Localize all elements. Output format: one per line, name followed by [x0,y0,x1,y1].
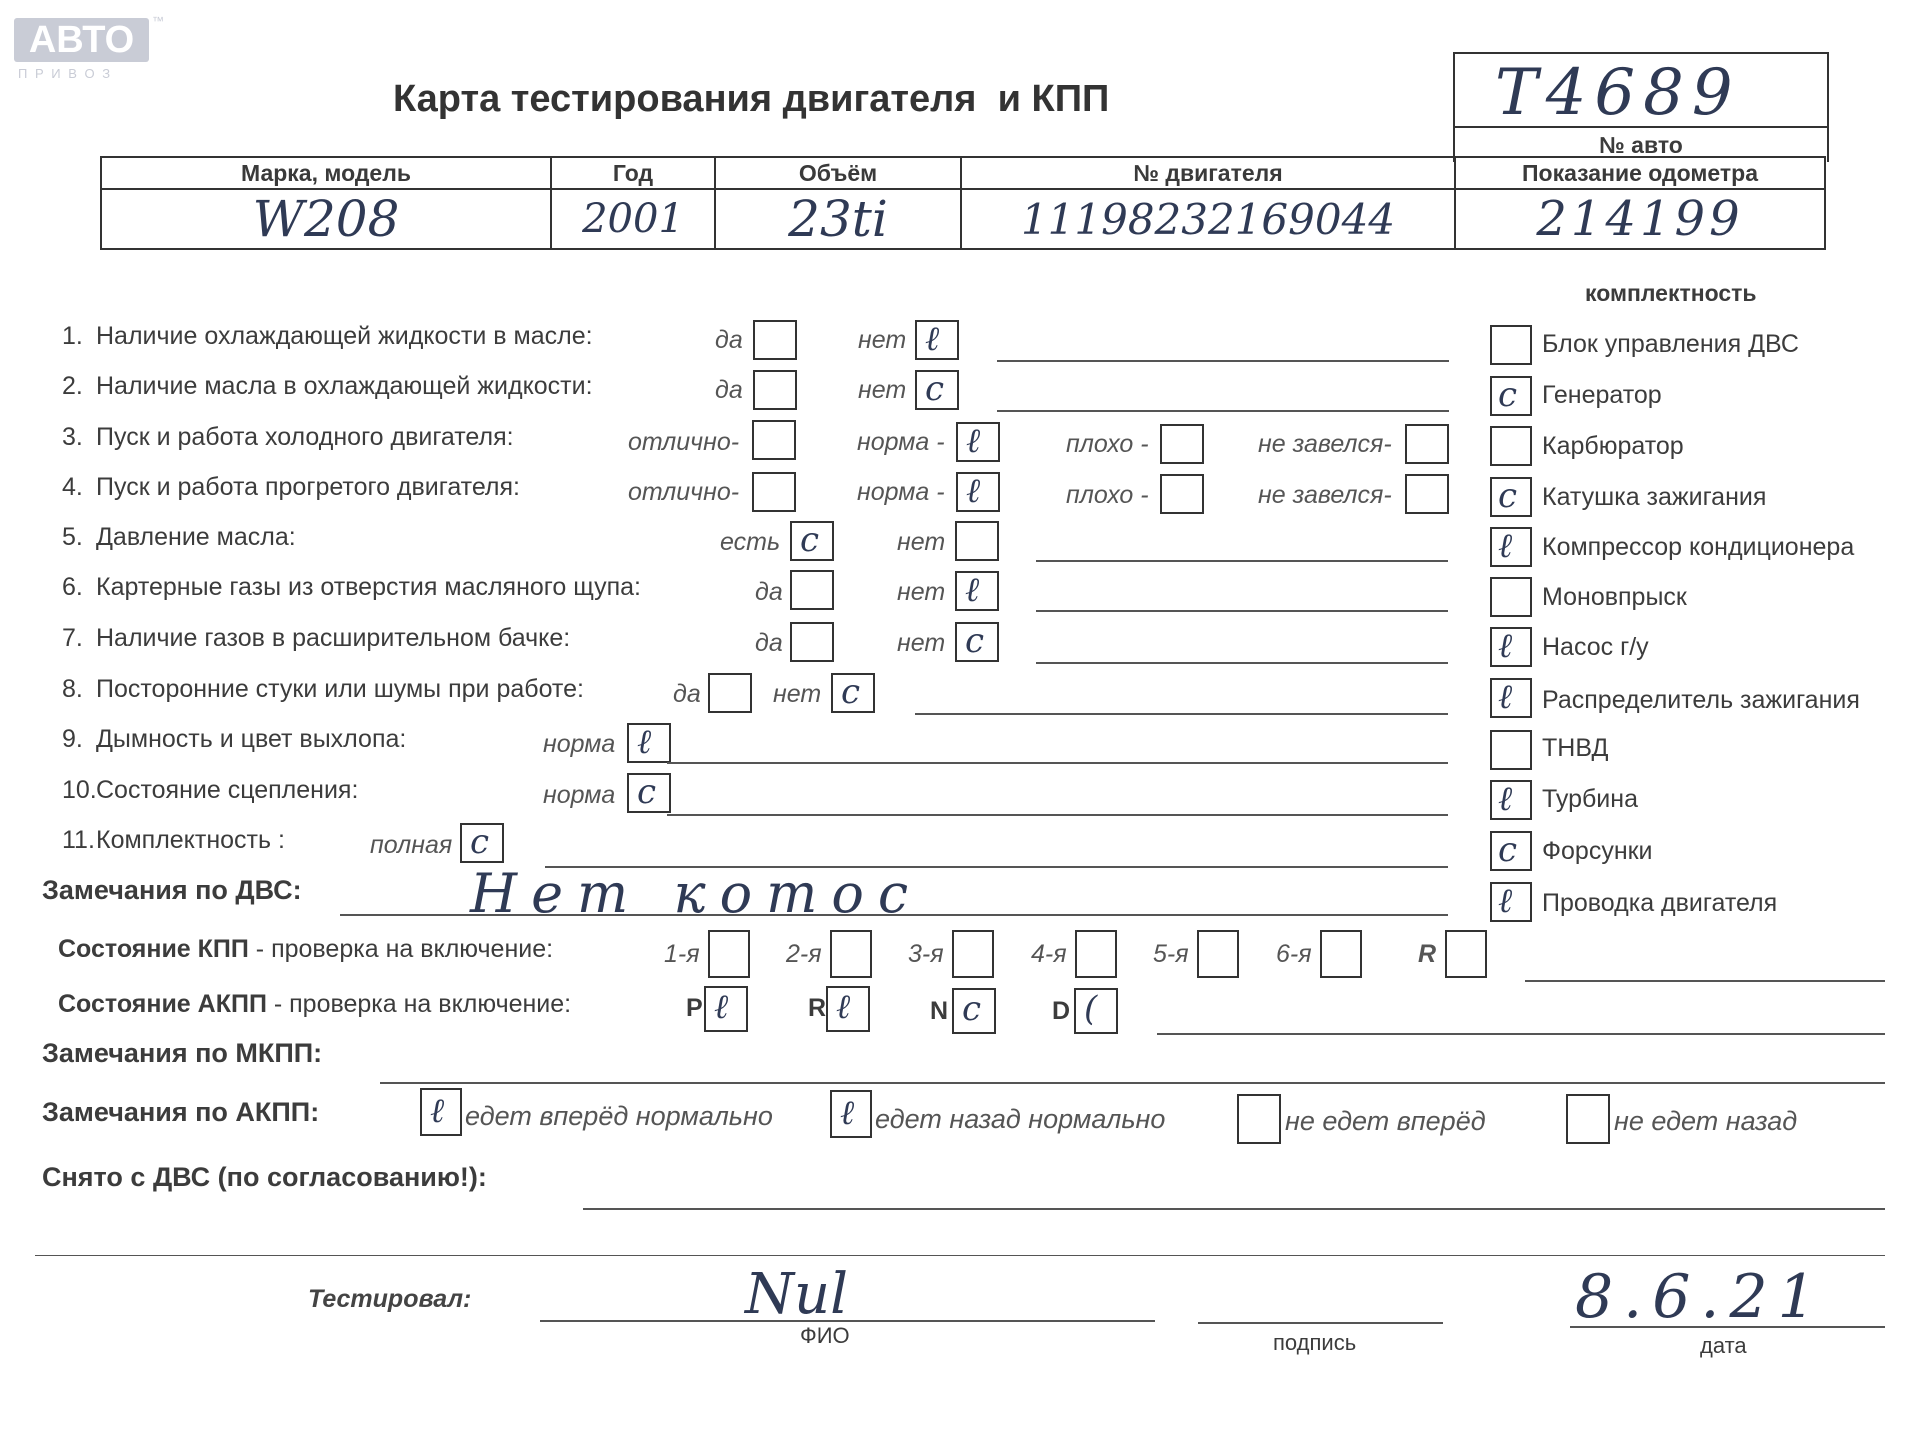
separator-line [35,1255,1885,1256]
kpp-gear-label: R [1418,940,1437,968]
completeness-label: Блок управления ДВС [1542,330,1799,358]
watermark-sub: П Р И В О З [18,66,113,81]
option-label: не завелся- [1258,481,1392,509]
akpp-position-checkbox[interactable]: ( [1074,988,1118,1034]
akpp-remark-checkbox[interactable] [1237,1094,1281,1144]
watermark-brand: АВТО [14,18,149,62]
completeness-checkbox[interactable] [1490,730,1532,770]
answer-line [667,814,1448,816]
header-col-year: Год [551,157,715,189]
kpp-gear-label: 4-я [1031,940,1067,968]
option-label: да [673,680,701,708]
header-table [100,156,1826,250]
question-text: 5. Давление масла: [62,523,296,551]
akpp-remark-checkbox[interactable]: ℓ [420,1088,462,1136]
kpp-line [1525,980,1885,982]
kpp-gear-checkbox[interactable] [1320,930,1362,978]
completeness-checkbox[interactable]: ℓ [1490,527,1532,567]
question-text: 10.Состояние сцепления: [62,776,359,804]
page-title: Карта тестирования двигателя и КПП [393,78,1110,120]
date-caption: дата [1700,1333,1747,1358]
sign-caption: подпись [1273,1330,1357,1355]
option-label: норма [543,730,616,758]
option-checkbox[interactable]: ℓ [627,723,671,763]
header-col-model: Марка, модель [101,157,551,189]
completeness-checkbox[interactable] [1490,325,1532,365]
option-label: нет [773,680,822,708]
option-label: норма - [857,478,945,506]
akpp-label: Состояние АКПП - проверка на включение: [58,990,572,1018]
kpp-gear-checkbox[interactable] [1197,930,1239,978]
kpp-gear-label: 5-я [1153,940,1189,968]
akpp-position-checkbox[interactable]: ℓ [826,986,870,1032]
akpp-position-label: R [808,994,827,1022]
kpp-label: Состояние КПП - проверка на включение: [58,935,554,963]
option-label: нет [897,528,946,556]
header-val-model: W208 [101,189,551,249]
kpp-gear-label: 6-я [1276,940,1312,968]
header-val-odometer: 214199 [1455,189,1825,249]
question-text: 4. Пуск и работа прогретого двигателя: [62,473,520,501]
answer-line [997,360,1449,362]
name-line [540,1320,1155,1322]
completeness-checkbox[interactable] [1490,577,1532,617]
question-text: 8. Посторонние стуки или шумы при работе: [62,675,584,703]
option-label: нет [897,629,946,657]
option-label: да [715,376,743,404]
option-checkbox[interactable]: c [790,521,834,561]
answer-line [667,762,1448,764]
completeness-label: Катушка зажигания [1542,483,1767,511]
option-label: полная [370,831,453,859]
sign-line [1198,1322,1443,1324]
kpp-gear-checkbox[interactable] [708,930,750,978]
question-text: 9. Дымность и цвет выхлопа: [62,725,407,753]
option-label: нет [858,326,907,354]
completeness-label: Карбюратор [1542,432,1684,460]
akpp-position-label: P [686,994,703,1022]
option-checkbox[interactable]: c [627,773,671,813]
completeness-checkbox[interactable]: c [1490,477,1532,517]
kpp-gear-checkbox[interactable] [1075,930,1117,978]
date-line [1570,1326,1885,1328]
completeness-label: Генератор [1542,381,1662,409]
option-label: норма - [857,428,945,456]
header-val-year: 2001 [551,189,715,249]
akpp-remark-option: едет вперёд нормально [465,1101,773,1131]
completeness-checkbox[interactable]: c [1490,376,1532,416]
completeness-checkbox[interactable]: c [1490,831,1532,871]
completeness-label: Насос г/у [1542,633,1649,661]
option-checkbox[interactable]: ℓ [956,472,1000,512]
completeness-title: комплектность [1585,280,1757,306]
option-checkbox[interactable]: c [915,370,959,410]
option-label: отлично- [628,428,740,456]
tested-by-label: Тестировал: [308,1285,472,1313]
option-label: нет [858,376,907,404]
option-checkbox[interactable] [955,521,999,561]
completeness-label: Распределитель зажигания [1542,686,1860,714]
remarks-mkpp-label: Замечания по МКПП: [42,1038,323,1068]
remarks-dvs-value: Нет котос [470,862,923,925]
completeness-checkbox[interactable]: ℓ [1490,882,1532,922]
option-label: да [755,629,783,657]
option-checkbox[interactable] [790,622,834,662]
question-text: 2. Наличие масла в охлаждающей жидкости: [62,372,593,400]
option-checkbox[interactable]: ℓ [915,320,959,360]
answer-line [997,410,1449,412]
option-checkbox[interactable] [752,420,796,460]
answer-line [1036,610,1448,612]
option-checkbox[interactable] [708,673,752,713]
option-checkbox[interactable] [753,320,797,360]
watermark-logo [14,14,164,81]
option-label: нет [897,578,946,606]
akpp-position-checkbox[interactable]: c [952,988,996,1034]
header-col-odometer: Показание одометра [1455,157,1825,189]
header-col-volume: Объём [715,157,961,189]
name-caption: ФИО [800,1323,850,1348]
option-checkbox[interactable] [753,370,797,410]
completeness-label: Компрессор кондиционера [1542,533,1855,561]
option-checkbox[interactable] [790,570,834,610]
question-text: 3. Пуск и работа холодного двигателя: [62,423,514,451]
option-label: норма [543,781,616,809]
kpp-gear-checkbox[interactable] [952,930,994,978]
option-label: да [755,578,783,606]
completeness-checkbox[interactable]: ℓ [1490,627,1532,667]
akpp-position-label: N [930,997,949,1025]
option-checkbox[interactable]: c [831,673,875,713]
tested-by-name: Nul [745,1262,848,1327]
watermark-tm: ™ [152,14,164,28]
akpp-remark-checkbox[interactable]: ℓ [830,1090,872,1138]
completeness-label: Форсунки [1542,837,1653,865]
option-checkbox[interactable]: c [460,823,504,863]
option-checkbox[interactable] [1160,424,1204,464]
completeness-checkbox[interactable]: ℓ [1490,678,1532,718]
kpp-gear-label: 2-я [786,940,822,968]
completeness-label: ТНВД [1542,734,1609,762]
option-label: не завелся- [1258,430,1392,458]
option-checkbox[interactable]: ℓ [956,422,1000,462]
remarks-dvs-label: Замечания по ДВС: [42,875,302,905]
question-text: 1. Наличие охлаждающей жидкости в масле: [62,322,593,350]
remarks-akpp-label: Замечания по АКПП: [42,1097,320,1127]
header-val-engine-no: 11198232169044 [961,189,1455,249]
removed-label: Снято с ДВС (по согласованию!): [42,1162,487,1192]
completeness-label: Моновпрыск [1542,583,1687,611]
akpp-remark-option: не едет вперёд [1285,1106,1486,1136]
option-checkbox[interactable] [752,472,796,512]
auto-number-label: № авто [1599,132,1683,158]
akpp-position-checkbox[interactable]: ℓ [704,986,748,1032]
completeness-label: Проводка двигателя [1542,889,1778,917]
completeness-label: Турбина [1542,785,1638,813]
option-label: отлично- [628,478,740,506]
question-text: 6. Картерные газы из отверстия масляного щупа: [62,573,641,601]
answer-line [1036,662,1448,664]
akpp-remark-option: едет назад нормально [875,1104,1166,1134]
answer-line [915,713,1448,715]
remarks-dvs-line [340,914,1448,916]
akpp-position-label: D [1052,997,1071,1025]
option-label: плохо - [1066,430,1149,458]
akpp-remark-option: не едет назад [1614,1106,1798,1136]
kpp-gear-checkbox[interactable] [1445,930,1487,978]
akpp-line [1157,1033,1885,1035]
option-checkbox[interactable] [1405,474,1449,514]
question-text: 7. Наличие газов в расширительном бачке: [62,624,571,652]
kpp-gear-label: 3-я [908,940,944,968]
answer-line [1036,560,1448,562]
auto-number-box [1453,52,1829,130]
date-value: 8.6.21 [1575,1262,1826,1332]
removed-line [583,1208,1885,1210]
option-label: плохо - [1066,481,1149,509]
option-checkbox[interactable] [1405,424,1449,464]
option-label: да [715,326,743,354]
akpp-remark-checkbox[interactable] [1566,1094,1610,1144]
header-col-engine-no: № двигателя [961,157,1455,189]
kpp-gear-checkbox[interactable] [830,930,872,978]
option-checkbox[interactable]: ℓ [955,571,999,611]
header-val-volume: 23ti [715,189,961,249]
completeness-checkbox[interactable] [1490,426,1532,466]
kpp-gear-label: 1-я [664,940,700,968]
completeness-checkbox[interactable]: ℓ [1490,780,1532,820]
option-label: есть [720,528,781,556]
option-checkbox[interactable] [1160,474,1204,514]
question-text: 11.Комплектность : [62,826,285,854]
option-checkbox[interactable]: c [955,622,999,662]
remarks-mkpp-line [380,1082,1885,1084]
auto-number-value: T4689 [1495,56,1741,130]
